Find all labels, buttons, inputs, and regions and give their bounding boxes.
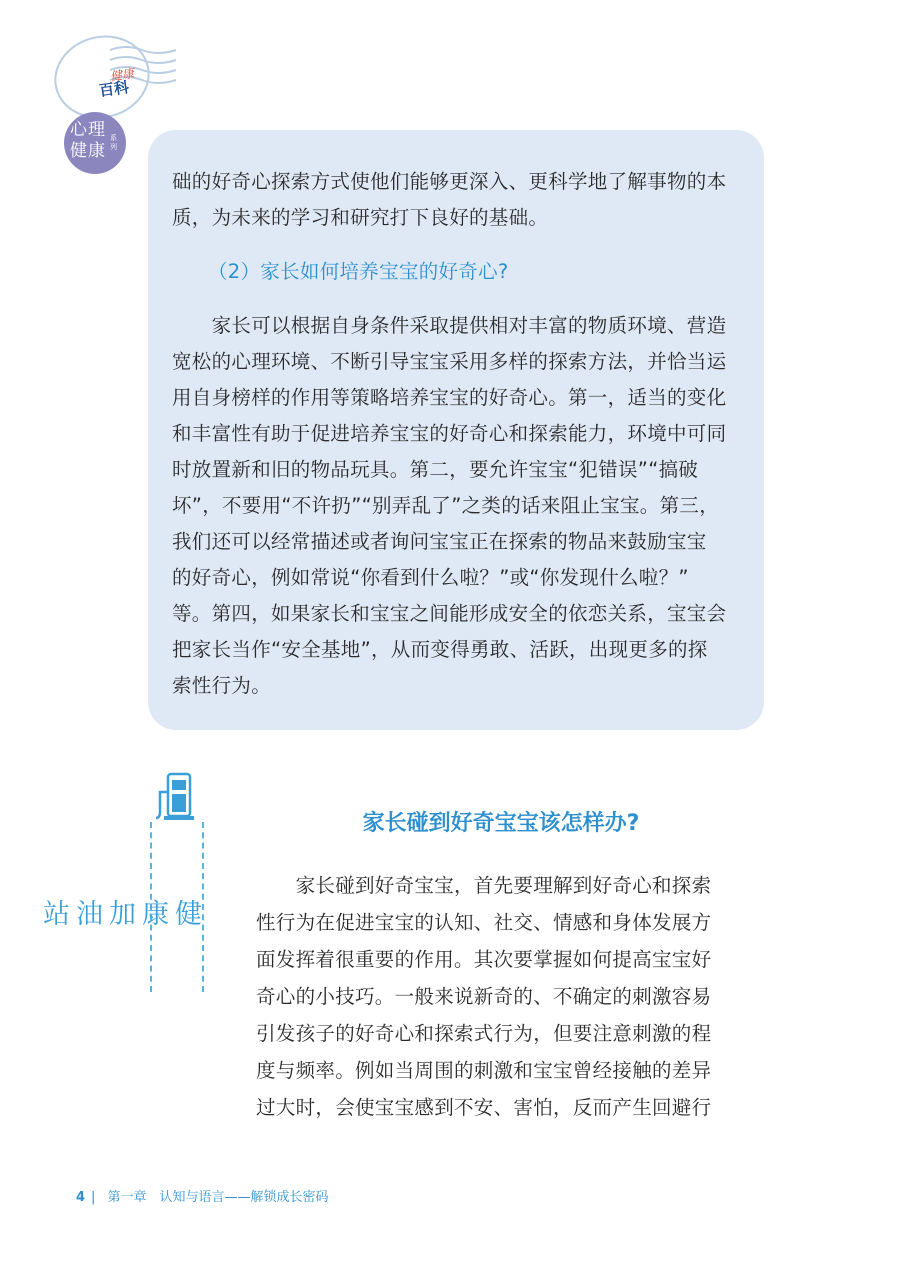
section-title: 家长碰到好奇宝宝该怎样办? [362, 811, 640, 836]
panel-line: 的好奇心，例如常说“你看到什么啦？”或“你发现什么啦？” [172, 566, 689, 589]
badge-line-2: 健康 [70, 141, 106, 161]
page-number: 4 [76, 1190, 86, 1205]
chapter-title: 第一章 认知与语言——解锁成长密码 [107, 1190, 329, 1205]
panel-line: 和丰富性有助于促进培养宝宝的好奇心和探索能力，环境中可同 [172, 422, 727, 445]
label-char: 康 [137, 899, 168, 926]
panel-line: 时放置新和旧的物品玩具。第二，要允许宝宝“犯错误”“搞破 [172, 458, 699, 481]
section-line: 过大时，会使宝宝感到不安、害怕，反而产生回避行 [256, 1096, 712, 1119]
panel-subheading: （2）家长如何培养宝宝的好奇心? [208, 260, 509, 283]
panel-line: 坏”，不要用“不许扔”“别弄乱了”之类的话来阻止宝宝。第三， [172, 494, 720, 517]
section-line: 性行为在促进宝宝的认知、社交、情感和身体发展方 [256, 911, 712, 934]
panel-line: 础的好奇心探索方式使他们能够更深入、更科学地了解事物的本 [172, 170, 727, 193]
panel-line: 把家长当作“安全基地”，从而变得勇敢、活跃，出现更多的探 [172, 638, 708, 661]
panel-line: 家长可以根据自身条件采取提供相对丰富的物质环境、营造 [172, 314, 727, 337]
label-char: 健 [170, 899, 201, 926]
badge-series: 系列 [110, 134, 117, 151]
panel-line: 索性行为。 [172, 674, 272, 697]
logo-title: 百科 [97, 77, 131, 100]
panel-line: 质，为未来的学习和研究打下良好的基础。 [172, 206, 549, 229]
label-char: 加 [104, 899, 135, 926]
panel-line: 宽松的心理环境、不断引导宝宝采用多样的探索方法，并恰当运 [172, 350, 727, 373]
logo-brand: 健康 [109, 66, 136, 84]
section-line: 面发挥着很重要的作用。其次要掌握如何提高宝宝好 [256, 948, 712, 971]
fuel-pump-icon [152, 772, 194, 822]
section-line: 奇心的小技巧。一般来说新奇的、不确定的刺激容易 [256, 985, 712, 1008]
footer-separator: | [91, 1190, 96, 1205]
series-logo [28, 26, 158, 176]
health-station-label [38, 822, 204, 992]
label-char: 站 [38, 899, 69, 926]
panel-line: 等。第四，如果家长和宝宝之间能形成安全的依恋关系，宝宝会 [172, 602, 727, 625]
label-char: 油 [71, 899, 102, 926]
badge-line-1: 心理 [70, 120, 106, 140]
panel-line: 用自身榜样的作用等策略培养宝宝的好奇心。第一，适当的变化 [172, 386, 727, 409]
series-badge [64, 112, 126, 174]
page-footer [76, 1186, 328, 1205]
info-panel [148, 130, 764, 730]
panel-line: 我们还可以经常描述或者询问宝宝正在探索的物品来鼓励宝宝 [172, 530, 707, 553]
section-line: 引发孩子的好奇心和探索式行为，但要注意刺激的程 [256, 1022, 712, 1045]
section-line: 度与频率。例如当周围的刺激和宝宝曾经接触的差异 [256, 1059, 712, 1082]
section-line: 家长碰到好奇宝宝，首先要理解到好奇心和探索 [256, 874, 712, 897]
health-station-text [38, 830, 202, 995]
